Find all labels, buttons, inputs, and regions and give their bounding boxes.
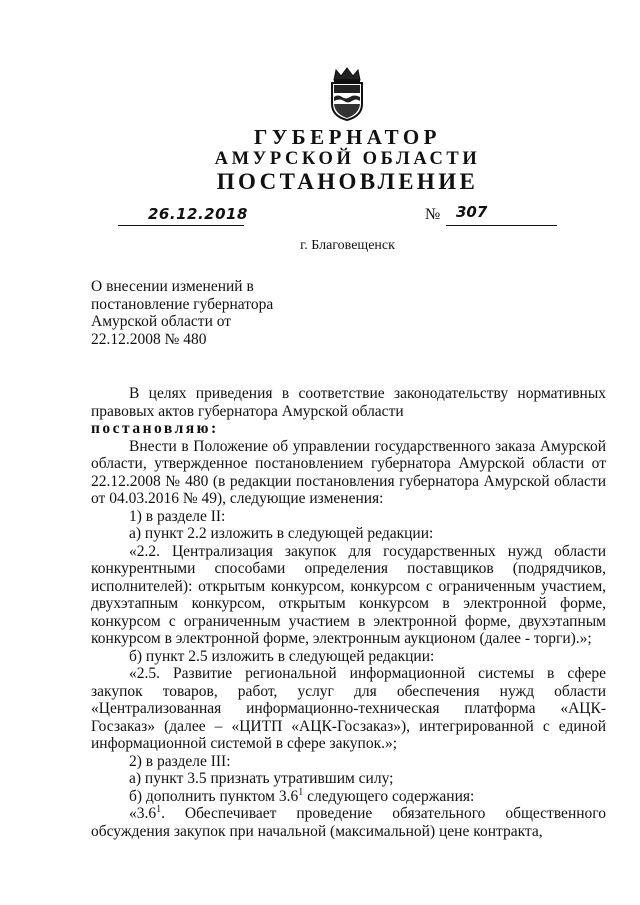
list-item: а) пункт 3.5 признать утратившим силу; <box>129 770 394 787</box>
number-label: № <box>425 206 441 223</box>
number-underline <box>446 225 557 226</box>
amur-region-coat-of-arms-icon <box>327 66 367 122</box>
body-paragraph: Внести в Положение об управлении государственного заказа Амурской области, утвержденное постановлением губернатора Амурской области от 22.12.2008 № 480 (в редакции постановления губернатора Амурской области от 04.03.2016 № 49), следующие изменения: <box>91 437 606 507</box>
document-date: 26.12.2018 <box>148 205 248 223</box>
subject-line: Амурской области от <box>91 313 232 330</box>
list-item <box>91 788 606 806</box>
quoted-paragraph: «2.5. Развитие региональной информационной системы в сфере закупок товаров, работ, услуг для обеспечения нужд области «Централизованная информационно-техническая платформа «АЦК-Госзаказ» (далее – «ЦИТП «АЦК-Госзаказ»), интегрированной с единой информационной системой в сфере закупок.»; <box>91 665 606 752</box>
superscript: 1 <box>298 786 304 798</box>
quoted-paragraph: «2.2. Централизация закупок для государственных нужд области конкурентными способами определения поставщиков (подрядчиков, исполнителей): открытым конкурсом, конкурсом с ограниченным участием, двухэтапным конкурсом, открытым конкурсом в электронной форме, конкурсом с ограниченным участием в электронной форме, двухэтапным конкурсом в электронной форме, электронным аукционом (далее - торги).»; <box>91 542 606 647</box>
list-item: б) пункт 2.5 изложить в следующей редакции: <box>129 647 435 665</box>
date-underline <box>118 225 244 226</box>
document-body <box>91 385 606 840</box>
document-type: ПОСТАНОВЛЕНИЕ <box>216 169 479 194</box>
list-item: 2) в разделе III: <box>129 752 231 770</box>
list-item: 1) в разделе II: <box>129 507 226 525</box>
list-item: а) пункт 2.2 изложить в следующей редакции: <box>129 525 434 542</box>
subject-line: 22.12.2008 № 480 <box>91 330 207 348</box>
issue-city: г. Благовещенск <box>300 238 395 253</box>
issuer-region: АМУРСКОЙ ОБЛАСТИ <box>214 149 481 169</box>
quoted-paragraph <box>91 805 606 840</box>
resolution-word: постановляю: <box>91 420 219 437</box>
document-number: 307 <box>456 203 488 221</box>
preamble-paragraph: В целях приведения в соответствие законодательству нормативных правовых актов губернатора Амурской области <box>91 385 606 420</box>
paragraph-text: . Обеспечивает проведение обязательного общественного обсуждения закупок при начальной (максимальной) цене контракта, <box>91 805 606 840</box>
superscript: 1 <box>156 803 162 815</box>
paragraph-text: «3.6 <box>129 805 157 822</box>
document-subject <box>91 278 331 348</box>
subject-line: О внесении изменений в <box>91 278 254 295</box>
list-item-text: следующего содержания: <box>303 787 475 805</box>
subject-line: постановление губернатора <box>91 295 274 313</box>
issuer-title: ГУБЕРНАТОР <box>253 125 442 149</box>
list-item-text: б) дополнить пунктом 3.6 <box>129 787 299 805</box>
